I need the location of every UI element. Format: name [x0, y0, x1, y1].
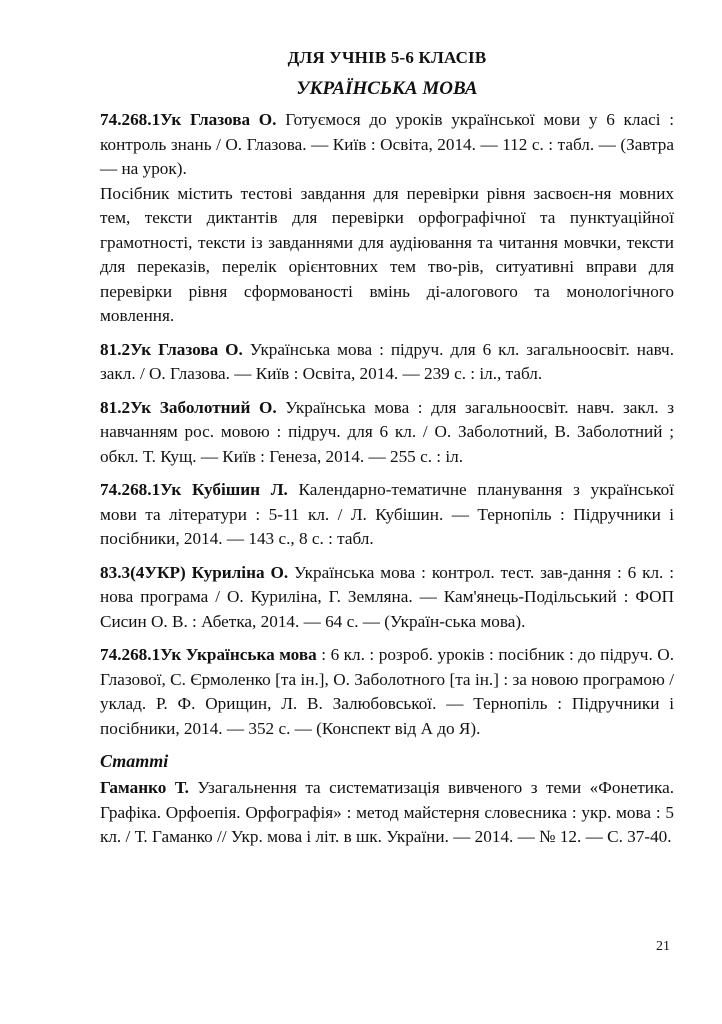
article-entry: [100, 776, 674, 850]
entry-description: : 6 кл. : розроб. уроків : посібник : до підруч. О. Глазової, С. Єрмоленко [та ін.], О. Заболотного [та ін.] : за новою програмою / уклад. Р. Ф. Орищин, Л. В. Залюбовської. — Тернопіль : Підручники і посібники, 2014. — 352 с. — (Конспект від А до Я).: [100, 645, 674, 738]
entry-description: Українська мова : для загальноосвіт. навч. закл. з навчанням рос. мовою : підруч. для 6 кл. / О. Заболотний, В. Заболотний ; обкл. Т. Кущ. — Київ : Генеза, 2014. — 255 с. : іл.: [100, 397, 674, 466]
entry-code-author: 74.268.1Ук Кубішин Л.: [100, 480, 288, 499]
bibliography-entry: [100, 338, 674, 387]
entry-code-author: 81.2Ук Заболотний О.: [100, 397, 277, 417]
bibliography-entry: [100, 643, 674, 741]
section-heading: ДЛЯ УЧНІВ 5-6 КЛАСІВ: [287, 48, 487, 67]
page-body: [100, 48, 674, 859]
bibliography-entry: [100, 478, 674, 552]
articles-section-label: Статті: [100, 751, 169, 771]
bibliography-entry: [100, 561, 674, 635]
article-author: Гаманко Т.: [100, 778, 189, 797]
entry-description: Українська мова : контрол. тест. зав-дання : 6 кл. : нова програма / О. Куриліна, Г. Земляна. — Кам'янець-Подільський : ФОП Сисин О. В. : Абетка, 2014. — 64 с. — (Україн-ська мова).: [100, 562, 674, 631]
entry-description: Календарно-тематичне планування з української мови та літератури : 5-11 кл. / Л. Кубішин. — Тернопіль : Підручники і посібники, 2014. — 143 с., 8 с. : табл.: [100, 480, 674, 548]
subject-heading: УКРАЇНСЬКА МОВА: [296, 78, 478, 99]
bibliography-entry: [100, 108, 674, 329]
entry-annotation: Посібник містить тестові завдання для перевірки рівня засвоєн-ня мовних тем, тексти диктантів для перевірки орфографічної та пунктуаційної грамотності, тексти із завданнями для аудіювання та читання мовчки, тексти для переказів, перелік орієнтовних тем тво-рів, ситуативні вправи для перевірки рівня сформованості вмінь ді-алогового та монологічного мовлення.: [100, 183, 674, 325]
page-number: 21: [656, 939, 670, 954]
entry-code-author: 74.268.1Ук Глазова О.: [100, 110, 277, 129]
entry-code-author: 81.2Ук Глазова О.: [100, 339, 243, 359]
article-description: Узагальнення та систематизація вивченого з теми «Фонетика. Графіка. Орфоепія. Орфографія» : метод майстерня словесника : укр. мова : 5 кл. / Т. Гаманко // Укр. мова і літ. в шк. України. — 2014. — № 12. — С. 37-40.: [100, 778, 674, 846]
bibliography-entry: [100, 396, 674, 470]
entry-code-title: 74.268.1Ук Українська мова: [100, 645, 317, 664]
entry-description: Українська мова : підруч. для 6 кл. загальноосвіт. навч. закл. / О. Глазова. — Київ : Освіта, 2014. — 239 с. : іл., табл.: [100, 339, 674, 383]
entry-code-author: 83.3(4УКР) Куриліна О.: [100, 562, 289, 582]
entry-description: Готуємося до уроків української мови у 6 класі : контроль знань / О. Глазова. — Київ : Освіта, 2014. — 112 с. : табл. — (Завтра — на урок).: [100, 110, 675, 178]
